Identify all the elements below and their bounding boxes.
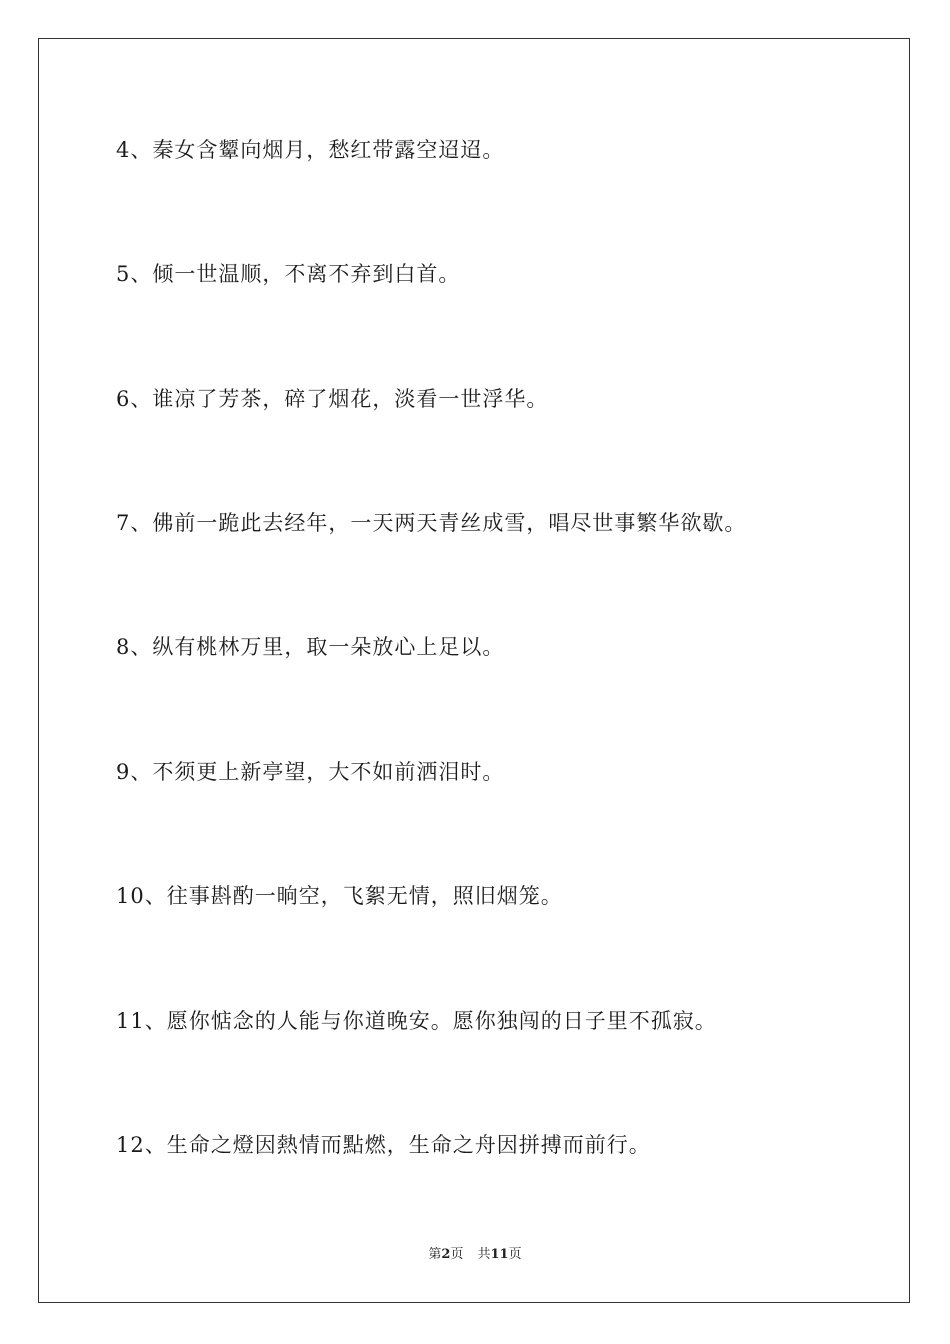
quote-line-11: 11、愿你惦念的人能与你道晚安。愿你独闯的日子里不孤寂。 [116, 1009, 717, 1033]
quote-line-4: 4、秦女含颦向烟月，愁红带露空迢迢。 [116, 138, 505, 162]
total-suffix: 页 [508, 1247, 522, 1262]
quote-line-6: 6、谁凉了芳茶，碎了烟花，淡看一世浮华。 [116, 387, 549, 411]
page-prefix: 第 [428, 1247, 442, 1262]
page-suffix: 页 [450, 1247, 464, 1262]
page-number: 2 [441, 1247, 451, 1262]
page-footer [0, 1246, 950, 1264]
quote-line-10: 10、往事斟酌一晌空，飞絮无情，照旧烟笼。 [116, 884, 563, 908]
quote-line-7: 7、佛前一跪此去经年，一天两天青丝成雪，唱尽世事繁华欲歇。 [116, 511, 747, 535]
quote-line-5: 5、倾一世温顺，不离不弃到白首。 [116, 262, 461, 286]
total-prefix: 共 [477, 1247, 491, 1262]
total-pages: 11 [490, 1247, 509, 1262]
page-frame [38, 38, 910, 1303]
quote-line-9: 9、不须更上新亭望，大不如前洒泪时。 [116, 760, 505, 784]
quote-line-12: 12、生命之燈因熱情而點燃，生命之舟因拼搏而前行。 [116, 1133, 651, 1157]
quote-line-8: 8、纵有桃林万里，取一朵放心上足以。 [116, 635, 505, 659]
